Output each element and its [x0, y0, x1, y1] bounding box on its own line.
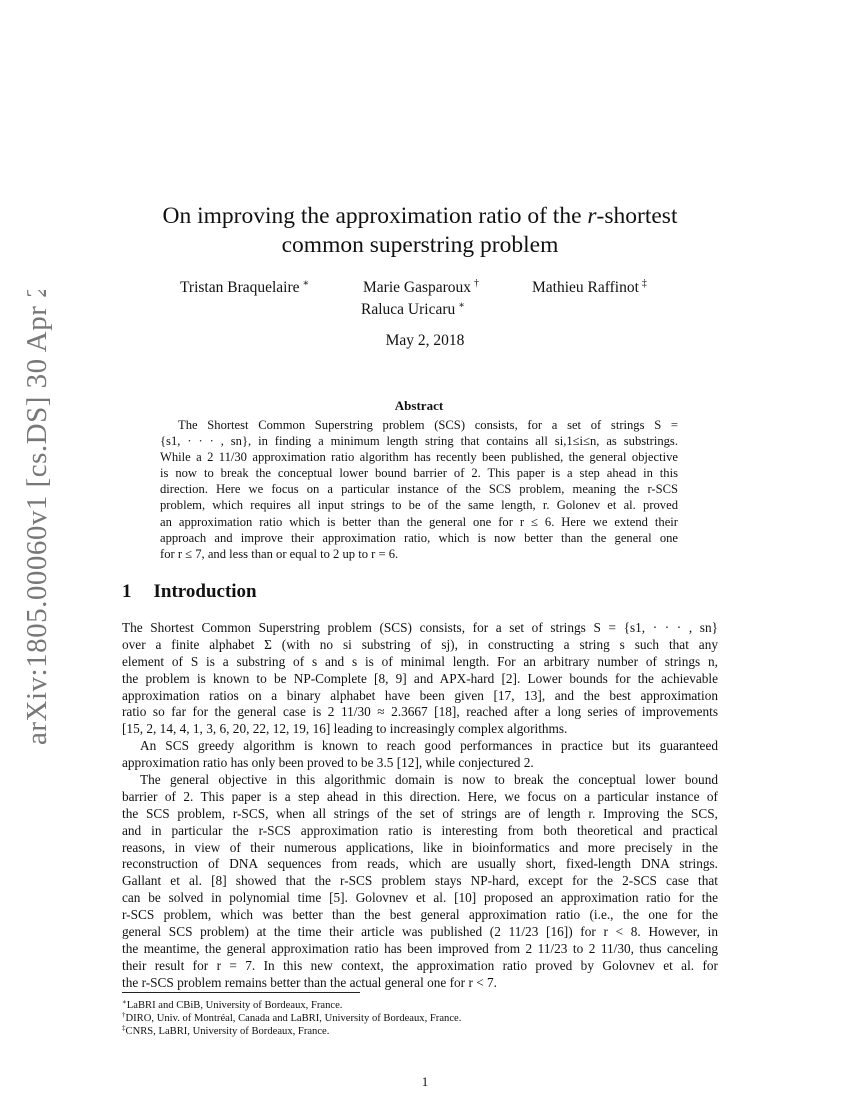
body-line: the problem is known to be NP-Complete [8, 9] and APX-hard [2]. Lower bounds for the achievable: [122, 670, 718, 686]
title-line-1: On improving the approximation ratio of the r-shortest: [162, 203, 678, 229]
abstract-line: problem, which requires all input strings to be of the same length, r. Golonev et al. proved: [160, 498, 678, 513]
body-line: the r-SCS problem remains better than the actual general one for r < 7.: [122, 974, 497, 990]
abstract-line: The Shortest Common Superstring problem (SCS) consists, for a set of strings S =: [178, 418, 678, 432]
body-line: their result for r = 7. In this new context, the approximation ratio proved by Golovnev et al. for: [122, 957, 718, 973]
abstract-line: While a 2 11/30 approximation ratio algorithm has recently been published, the general objective: [160, 450, 678, 465]
abstract-body: [160, 417, 678, 562]
abstract-line: for r ≤ 7, and less than or equal to 2 up to r = 6.: [160, 546, 399, 561]
abstract-line: direction. Here we focus on a particular instance of the SCS problem, meaning the r-SCS: [160, 482, 678, 497]
author-1: Tristan Braquelaire ∗: [180, 278, 310, 296]
author-2: Marie Gasparoux †: [363, 278, 480, 296]
abstract-heading: Abstract: [394, 398, 444, 413]
body-line: The Shortest Common Superstring problem (SCS) consists, for a set of strings S = {s1, · · · , sn}: [122, 620, 718, 635]
body-line: [15, 2, 14, 4, 1, 3, 6, 20, 22, 12, 19, 16] leading to increasingly complex algorithms.: [122, 721, 568, 737]
abstract-line: {s1, · · · , sn}, in finding a minimum length string that contains all si,1≤i≤n, as substrings.: [160, 434, 678, 449]
footnote-3: ‡CNRS, LaBRI, University of Bordeaux, France.: [122, 1024, 330, 1037]
body-line: reconstruction of DNA sequences from reads, which are usually short, fixed-length DNA strings.: [122, 856, 718, 872]
body-line: reasons, in view of their numerous applications, like in bioinformatics and more precisely in the: [122, 839, 718, 855]
title-line-2: common superstring problem: [281, 232, 559, 258]
author-3: Mathieu Raffinot ‡: [532, 278, 647, 296]
body-line: barrier of 2. This paper is a step ahead in this direction. Here, we focus on a particular instance of: [122, 788, 718, 804]
body-line: general SCS problem) at the time their article was published (2 11/23 [16]) for r < 8. However, in: [122, 924, 718, 940]
body-line: An SCS greedy algorithm is known to reach good performances in practice but its guaranteed: [140, 738, 718, 754]
body-line: The general objective in this algorithmic domain is now to break the conceptual lower bound: [140, 772, 718, 788]
abstract-line: an approximation ratio which is better than the general one for r ≤ 6. Here we extend their: [160, 514, 678, 529]
arxiv-stamp: [14, 290, 54, 750]
body-line: element of S is a substring of s and s is of minimal length. For an arbitrary number of strings n,: [122, 653, 718, 669]
body-line: Gallant et al. [8] showed that the r-SCS problem stays NP-hard, except for the 2-SCS case that: [122, 873, 718, 889]
body-line: r-SCS problem, which was better than the best general approximation ratio (i.e., the one for the: [122, 907, 718, 923]
section-heading: [122, 581, 279, 603]
abstract-line: is now to break the conceptual lower bound barrier of 2. This paper is a step ahead in this: [160, 466, 678, 481]
body-line: the meantime, the general approximation ratio has been improved from 2 11/23 to 2 11/30, thus canceling: [122, 940, 718, 956]
paper-title: [120, 202, 720, 260]
publication-date: May 2, 2018: [385, 332, 465, 349]
body-line: approximation ratio has only been proved to be 3.5 [12], while conjectured 2.: [122, 755, 534, 771]
abstract-line: approach and improve their approximation ratio, which is now better than the general one: [160, 530, 678, 545]
body-line: and in particular the r-SCS approximation ratio is interesting from both theoretical and practical: [122, 822, 718, 838]
section-number: 1: [122, 581, 132, 602]
intro-body: [122, 620, 718, 992]
footnote-2: †DIRO, Univ. of Montréal, Canada and LaBRI, University of Bordeaux, France.: [122, 1011, 462, 1024]
author-4: Raluca Uricaru ∗: [361, 300, 466, 318]
arxiv-stamp-text: arXiv:1805.00060v1 [cs.DS] 30 Apr 2018: [21, 290, 53, 745]
body-line: approximation ratios on a binary alphabet have been given [17, 13], and the best approximation: [122, 687, 718, 703]
footnote-rule: [122, 992, 360, 993]
body-line: the SCS problem, r-SCS, when all strings of the set of strings are of length r. Improving the SCS,: [122, 805, 718, 821]
body-line: ratio so far for the general case is 2 11/30 ≈ 2.3667 [18], reached after a long series of improvements: [122, 704, 718, 720]
body-line: can be solved in polynomial time [5]. Golovnev et al. [10] proposed an approximation ratio for the: [122, 890, 718, 906]
body-line: over a finite alphabet Σ (with no si substring of sj), in constructing a string s such that any: [122, 636, 718, 652]
section-title: Introduction: [153, 581, 257, 602]
page-number: 1: [421, 1074, 429, 1089]
footnote-1: ∗LaBRI and CBiB, University of Bordeaux, France.: [122, 998, 343, 1011]
